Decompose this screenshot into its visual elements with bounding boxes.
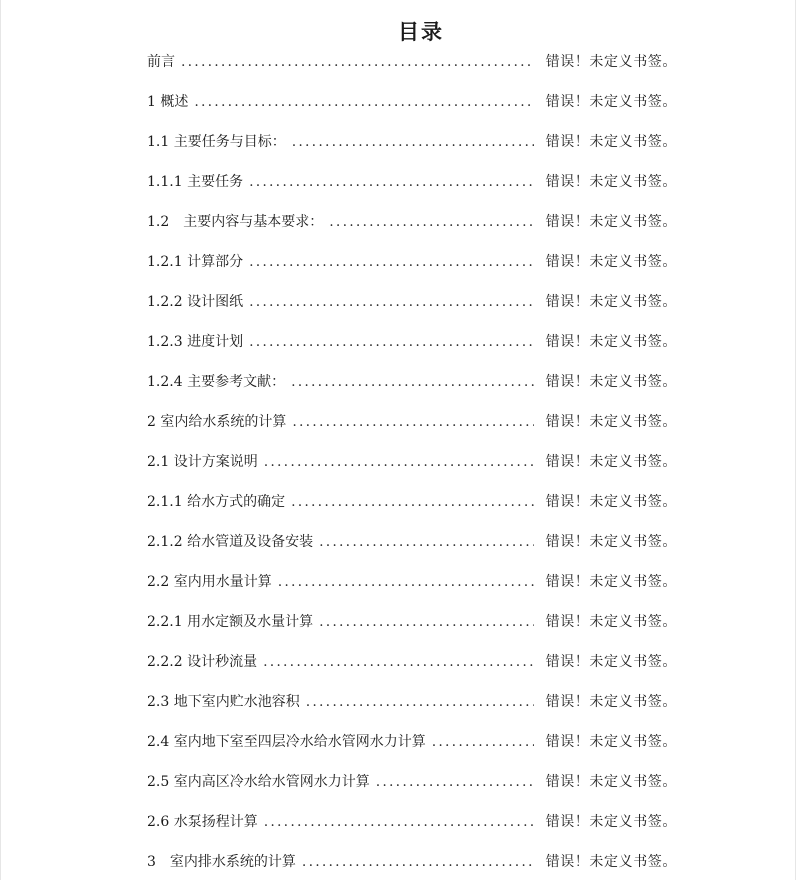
- toc-entry-label: 1.2.1 计算部分: [147, 254, 244, 270]
- toc-entry[interactable]: [147, 330, 677, 370]
- toc-entry-page-ref: 错误！未定义书签。: [545, 534, 677, 550]
- toc-dot-leader: [249, 250, 534, 274]
- toc-entry-label: 2.6 水泵扬程计算: [147, 814, 258, 830]
- toc-entry-page-ref: 错误！未定义书签。: [545, 334, 677, 350]
- toc-entry-page-ref: 错误！未定义书签。: [545, 654, 677, 670]
- toc-entry-page-ref: 错误！未定义书签。: [545, 54, 677, 70]
- toc-entry-label: 2.2.2 设计秒流量: [147, 654, 258, 670]
- toc-entry[interactable]: [147, 50, 677, 90]
- toc-dot-leader: [194, 90, 534, 114]
- toc-entry-page-ref: 错误！未定义书签。: [545, 254, 677, 270]
- toc-entry-page-ref: 错误！未定义书签。: [545, 214, 677, 230]
- toc-dot-leader: [263, 650, 534, 674]
- toc-entry-page-ref: 错误！未定义书签。: [545, 734, 677, 750]
- toc-entry-page-ref: 错误！未定义书签。: [545, 134, 677, 150]
- toc-entry[interactable]: [147, 690, 677, 730]
- toc-dot-leader: [291, 370, 534, 394]
- toc-dot-leader: [302, 850, 534, 874]
- toc-dot-leader: [264, 450, 534, 474]
- toc-entry-label: 2.4 室内地下室至四层冷水给水管网水力计算: [147, 734, 426, 750]
- toc-entry-page-ref: 错误！未定义书签。: [545, 574, 677, 590]
- toc-dot-leader: [319, 530, 534, 554]
- toc-entry-page-ref: 错误！未定义书签。: [545, 494, 677, 510]
- toc-entry[interactable]: [147, 850, 677, 880]
- toc-entry-label: 2.1.2 给水管道及设备安装: [147, 534, 314, 550]
- toc-entry-label: 2.2.1 用水定额及水量计算: [147, 614, 314, 630]
- toc-entry-label: 2.2 室内用水量计算: [147, 574, 272, 590]
- toc-entry[interactable]: [147, 370, 677, 410]
- toc-entry[interactable]: [147, 530, 677, 570]
- toc-dot-leader: [249, 170, 534, 194]
- toc-dot-leader: [291, 490, 534, 514]
- toc-entry-page-ref: 错误！未定义书签。: [545, 774, 677, 790]
- toc-entry-label: 1.2 主要内容与基本要求：: [147, 214, 324, 230]
- toc-dot-leader: [376, 770, 534, 794]
- toc-entry-label: 前言: [147, 54, 175, 70]
- toc-entry-label: 1.2.2 设计图纸: [147, 294, 244, 310]
- toc-entry-label: 1.2.3 进度计划: [147, 334, 244, 350]
- toc-entry-page-ref: 错误！未定义书签。: [545, 614, 677, 630]
- toc-entry[interactable]: [147, 250, 677, 290]
- toc-dot-leader: [329, 210, 534, 234]
- toc-entry-label: 1 概述: [147, 94, 189, 110]
- toc-entry-label: 2.1.1 给水方式的确定: [147, 494, 286, 510]
- toc-entry-page-ref: 错误！未定义书签。: [545, 294, 677, 310]
- toc-entry-page-ref: 错误！未定义书签。: [545, 174, 677, 190]
- toc-entry[interactable]: [147, 130, 677, 170]
- toc-entry[interactable]: [147, 770, 677, 810]
- toc-dot-leader: [292, 130, 534, 154]
- toc-dot-leader: [306, 690, 534, 714]
- toc-dot-leader: [264, 810, 534, 834]
- toc-entry-page-ref: 错误！未定义书签。: [545, 694, 677, 710]
- toc-entry[interactable]: [147, 410, 677, 450]
- toc-entry-page-ref: 错误！未定义书签。: [545, 94, 677, 110]
- toc-entry-page-ref: 错误！未定义书签。: [545, 454, 677, 470]
- toc-entry-page-ref: 错误！未定义书签。: [545, 854, 677, 870]
- toc-entry[interactable]: [147, 90, 677, 130]
- toc-entry[interactable]: [147, 450, 677, 490]
- toc-entry[interactable]: [147, 490, 677, 530]
- toc-entry[interactable]: [147, 170, 677, 210]
- toc-entry-label: 1.1 主要任务与目标：: [147, 134, 286, 150]
- toc-title: 目录: [398, 20, 444, 44]
- toc-entry-page-ref: 错误！未定义书签。: [545, 414, 677, 430]
- toc-entry-label: 2.3 地下室内贮水池容积: [147, 694, 300, 710]
- toc-entry[interactable]: [147, 570, 677, 610]
- toc-entry-label: 1.2.4 主要参考文献：: [147, 374, 286, 390]
- toc-entry[interactable]: [147, 610, 677, 650]
- toc-entry[interactable]: [147, 730, 677, 770]
- toc-entry-label: 2.1 设计方案说明: [147, 454, 258, 470]
- toc-dot-leader: [181, 50, 534, 74]
- toc-entry-label: 3 室内排水系统的计算: [147, 854, 296, 870]
- toc-dot-leader: [292, 410, 534, 434]
- table-of-contents: [147, 50, 677, 880]
- toc-entry[interactable]: [147, 210, 677, 250]
- toc-entry-page-ref: 错误！未定义书签。: [545, 374, 677, 390]
- toc-entry-label: 1.1.1 主要任务: [147, 174, 244, 190]
- toc-dot-leader: [249, 330, 534, 354]
- toc-dot-leader: [249, 290, 534, 314]
- toc-entry[interactable]: [147, 810, 677, 850]
- toc-dot-leader: [278, 570, 534, 594]
- toc-entry-page-ref: 错误！未定义书签。: [545, 814, 677, 830]
- toc-entry[interactable]: [147, 650, 677, 690]
- toc-entry[interactable]: [147, 290, 677, 330]
- toc-entry-label: 2 室内给水系统的计算: [147, 414, 287, 430]
- toc-entry-label: 2.5 室内高区冷水给水管网水力计算: [147, 774, 370, 790]
- toc-dot-leader: [319, 610, 534, 634]
- toc-dot-leader: [432, 730, 534, 754]
